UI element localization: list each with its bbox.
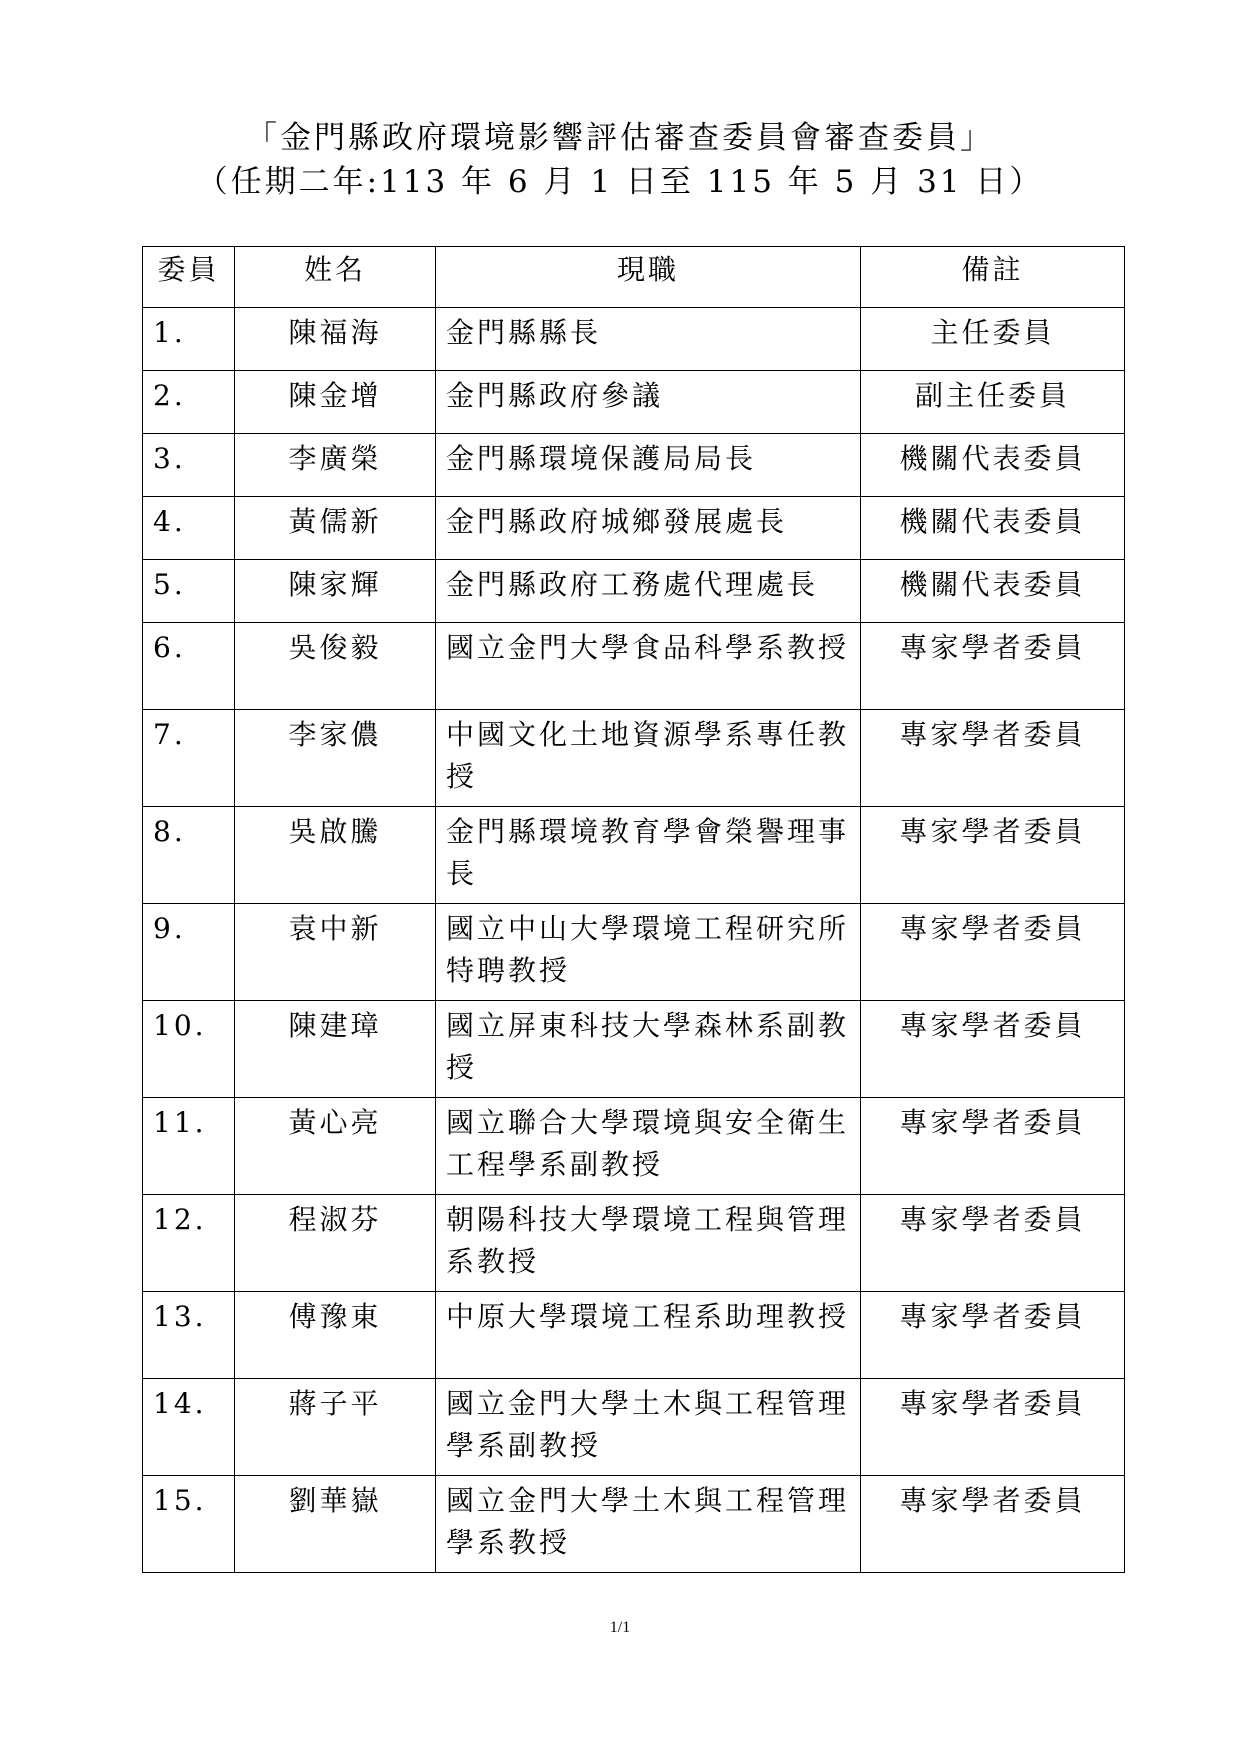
member-remark: 專家學者委員 — [861, 1476, 1125, 1573]
member-remark: 專家學者委員 — [861, 807, 1125, 904]
header-remark: 備註 — [861, 247, 1125, 308]
table-row — [143, 710, 1125, 807]
term-period: （任期二年:113 年 6 月 1 日至 115 年 5 月 31 日） — [196, 164, 1044, 200]
member-position: 金門縣政府工務處代理處長 — [436, 560, 861, 623]
member-number: 11. — [143, 1098, 235, 1195]
member-name: 黃儒新 — [235, 497, 436, 560]
table-row — [143, 1195, 1125, 1292]
member-name: 李廣榮 — [235, 434, 436, 497]
header-position: 現職 — [436, 247, 861, 308]
member-position: 金門縣縣長 — [436, 308, 861, 371]
member-position: 金門縣環境保護局局長 — [436, 434, 861, 497]
member-number: 8. — [143, 807, 235, 904]
table-row — [143, 623, 1125, 710]
member-number: 12. — [143, 1195, 235, 1292]
member-number: 14. — [143, 1379, 235, 1476]
page-number: 1/1 — [609, 1619, 631, 1636]
member-remark: 專家學者委員 — [861, 1379, 1125, 1476]
member-position: 國立聯合大學環境與安全衛生工程學系副教授 — [436, 1098, 861, 1195]
member-position: 中原大學環境工程系助理教授 — [436, 1292, 861, 1379]
member-remark: 副主任委員 — [861, 371, 1125, 434]
member-name: 劉華嶽 — [235, 1476, 436, 1573]
member-remark: 專家學者委員 — [861, 710, 1125, 807]
member-name: 陳金增 — [235, 371, 436, 434]
member-number: 9. — [143, 904, 235, 1001]
member-number: 13. — [143, 1292, 235, 1379]
member-number: 6. — [143, 623, 235, 710]
member-name: 李家儂 — [235, 710, 436, 807]
member-remark: 機關代表委員 — [861, 434, 1125, 497]
member-position: 國立金門大學食品科學系教授 — [436, 623, 861, 710]
table-row — [143, 1476, 1125, 1573]
table-row — [143, 1001, 1125, 1098]
member-remark: 專家學者委員 — [861, 1195, 1125, 1292]
table-row — [143, 1379, 1125, 1476]
member-name: 蔣子平 — [235, 1379, 436, 1476]
member-remark: 專家學者委員 — [861, 904, 1125, 1001]
table-row — [143, 560, 1125, 623]
member-name: 陳福海 — [235, 308, 436, 371]
member-name: 陳家輝 — [235, 560, 436, 623]
committee-members-table — [142, 246, 1125, 1573]
member-number: 7. — [143, 710, 235, 807]
table-row — [143, 434, 1125, 497]
member-remark: 機關代表委員 — [861, 497, 1125, 560]
table-header-row — [143, 247, 1125, 308]
member-name: 黃心亮 — [235, 1098, 436, 1195]
table-row — [143, 904, 1125, 1001]
member-position: 國立屏東科技大學森林系副教授 — [436, 1001, 861, 1098]
member-position: 國立金門大學土木與工程管理學系教授 — [436, 1476, 861, 1573]
member-number: 3. — [143, 434, 235, 497]
member-remark: 機關代表委員 — [861, 560, 1125, 623]
member-remark: 主任委員 — [861, 308, 1125, 371]
member-remark: 專家學者委員 — [861, 1001, 1125, 1098]
member-name: 傅豫東 — [235, 1292, 436, 1379]
member-position: 金門縣政府城鄉發展處長 — [436, 497, 861, 560]
table-row — [143, 807, 1125, 904]
member-position: 中國文化土地資源學系專任教授 — [436, 710, 861, 807]
table-row — [143, 497, 1125, 560]
member-remark: 專家學者委員 — [861, 1098, 1125, 1195]
member-name: 陳建璋 — [235, 1001, 436, 1098]
document-title: 「金門縣政府環境影響評估審查委員會審查委員」 — [246, 120, 994, 156]
member-remark: 專家學者委員 — [861, 1292, 1125, 1379]
header-member: 委員 — [143, 247, 235, 308]
member-number: 15. — [143, 1476, 235, 1573]
member-position: 金門縣環境教育學會榮譽理事長 — [436, 807, 861, 904]
member-remark: 專家學者委員 — [861, 623, 1125, 710]
member-position: 國立金門大學土木與工程管理學系副教授 — [436, 1379, 861, 1476]
member-number: 10. — [143, 1001, 235, 1098]
member-name: 吳俊毅 — [235, 623, 436, 710]
member-name: 程淑芬 — [235, 1195, 436, 1292]
table-row — [143, 308, 1125, 371]
member-number: 5. — [143, 560, 235, 623]
member-name: 吳啟騰 — [235, 807, 436, 904]
member-number: 4. — [143, 497, 235, 560]
table-row — [143, 1292, 1125, 1379]
table-row — [143, 1098, 1125, 1195]
header-name: 姓名 — [235, 247, 436, 308]
member-number: 2. — [143, 371, 235, 434]
member-position: 國立中山大學環境工程研究所特聘教授 — [436, 904, 861, 1001]
member-number: 1. — [143, 308, 235, 371]
member-name: 袁中新 — [235, 904, 436, 1001]
table-row — [143, 371, 1125, 434]
member-position: 朝陽科技大學環境工程與管理系教授 — [436, 1195, 861, 1292]
member-position: 金門縣政府參議 — [436, 371, 861, 434]
